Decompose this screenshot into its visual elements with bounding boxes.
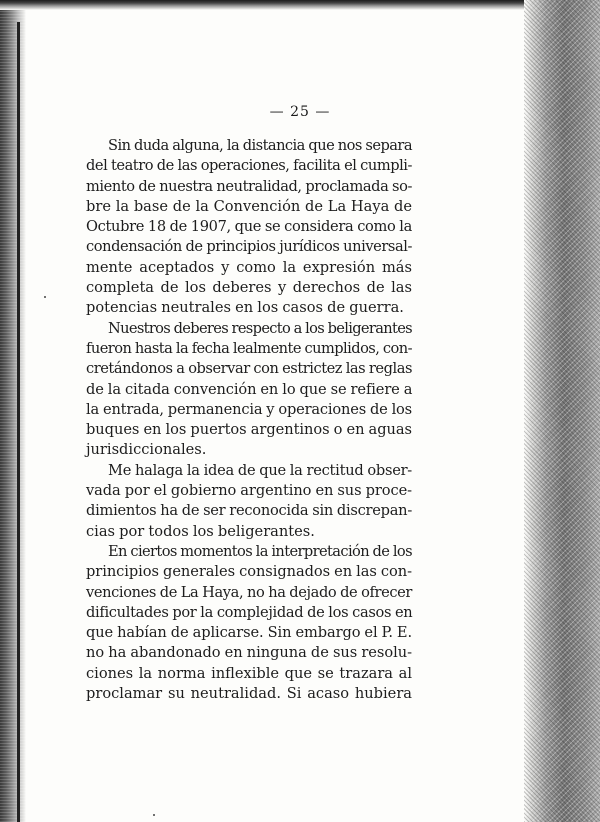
text-line: no ha abandonado en ninguna de sus resolu- [86, 644, 412, 662]
text-line: Sin duda alguna, la distancia que nos separa [108, 137, 412, 154]
text-line: proclamar su neutralidad. Si acaso hubiera [86, 685, 412, 703]
text-line: completa de los deberes y derechos de las [86, 279, 412, 297]
text-line: Me halaga la idea de que la rectitud obser- [108, 461, 412, 479]
body-text [86, 136, 412, 704]
text-line: dificultades por la complejidad de los casos en [86, 603, 413, 621]
text-line: ciones la norma inflexible que se trazara al [86, 664, 412, 682]
text-line: jurisdiccionales. [86, 441, 207, 459]
scan-speck [153, 814, 155, 816]
text-line: dimientos ha de ser reconocida sin discrepan- [86, 502, 412, 520]
text-line: fueron hasta la fecha lealmente cumplidos, con- [86, 339, 412, 357]
text-line: cretándonos a observar con estrictez las reglas [86, 360, 412, 378]
text-line: cias por todos los beligerantes. [86, 522, 315, 540]
top-edge-shadow [0, 0, 540, 10]
text-line: del teatro de las operaciones, facilita el cumpli- [86, 157, 412, 175]
text-line: de la citada convención en lo que se refiere a [86, 380, 413, 398]
right-edge-shadow [524, 0, 600, 822]
text-line: mente aceptados y como la expresión más [86, 258, 412, 276]
text-line: bre la base de la Convención de La Haya de [86, 197, 412, 215]
text-line: En ciertos momentos la interpretación de los [108, 542, 412, 560]
scan-speck [44, 296, 46, 298]
page-number: — 25 — [269, 104, 331, 120]
text-line: buques en los puertos argentinos o en aguas [86, 421, 412, 439]
text-line: Octubre 18 de 1907, que se considera como la [86, 218, 412, 236]
left-binding-shadow [0, 0, 26, 822]
text-line: venciones de La Haya, no ha dejado de ofrecer [86, 583, 412, 601]
text-line: la entrada, permanencia y operaciones de los [86, 400, 412, 418]
text-line: miento de nuestra neutralidad, proclamada so- [86, 177, 412, 195]
text-line: principios generales consignados en las con- [86, 563, 412, 581]
left-binding-edge-line [17, 22, 20, 822]
text-line: potencias neutrales en los casos de guerra. [86, 299, 404, 317]
text-line: vada por el gobierno argentino en sus proce- [86, 482, 412, 500]
text-line: que habían de aplicarse. Sin embargo el P. E. [86, 624, 412, 642]
text-line: condensación de principios jurídicos universal- [86, 238, 412, 256]
text-line: Nuestros deberes respecto a los beligerantes [108, 319, 412, 337]
